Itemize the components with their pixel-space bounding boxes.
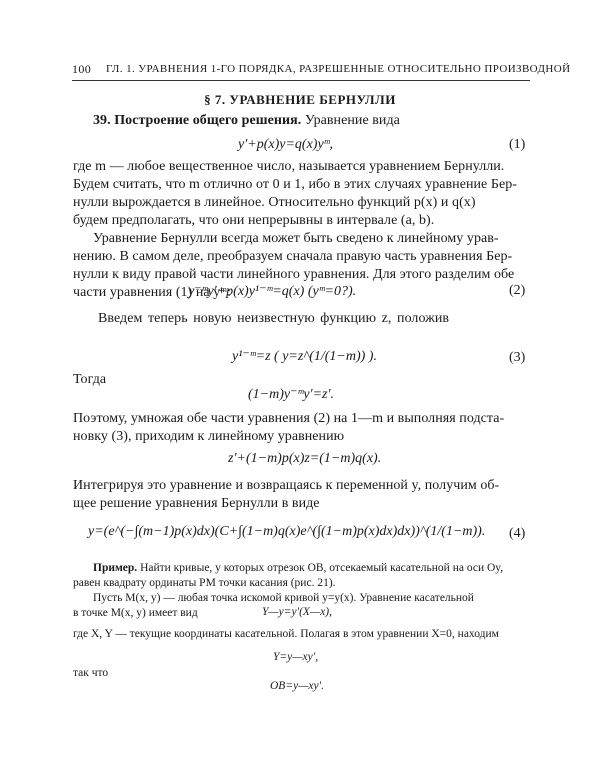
equation-4-text: y=(e^(−∫(m−1)p(x)dx)(C+∫(1−m)q(x)e^(∫(1−m)p(x)dx)dx))^(1/(1−m)). [88, 524, 486, 539]
subsection-heading: 39. Построение общего решения. [93, 113, 302, 128]
equation-2 [188, 283, 356, 300]
equation-1-number: (1) [509, 137, 526, 152]
example-line: Найти кривые, у которых отрезок OB, отсекаемый касательной на оси Oy, [140, 562, 504, 574]
para1-first-line [73, 113, 400, 129]
example-first-line [93, 562, 503, 574]
para6-line: щее решение уравнения Бернулли в виде [73, 496, 320, 511]
equation-3-number: (3) [509, 350, 526, 365]
equation-then-text: (1−m)y⁻ᵐy′=z′. [248, 387, 335, 402]
so-that-text: так что [73, 667, 109, 679]
example-heading: Пример. [93, 562, 138, 574]
equation-2-number: (2) [509, 283, 526, 298]
example-line: в точке M(x, y) имеет вид [73, 607, 198, 619]
equation-linear-text: z′+(1−m)p(x)z=(1−m)q(x). [228, 451, 382, 466]
para1-line: Будем считать, что m отлично от 0 и 1, ибо в этих случаях уравнение Бер- [73, 177, 517, 192]
equation-3 [232, 348, 377, 365]
example-line: где X, Y — текущие координаты касательной. Полагая в этом уравнении X=0, находим [73, 628, 499, 640]
para1-line: где m — любое вещественное число, называется уравнением Бернулли. [73, 159, 505, 174]
para1-line: будем предполагать, что они непрерывны в интервале (a, b). [73, 213, 435, 228]
equation-4 [88, 524, 485, 540]
running-header [72, 62, 571, 78]
equation-4-number: (4) [509, 526, 526, 541]
section-title: § 7. УРАВНЕНИЕ БЕРНУЛЛИ [204, 92, 396, 107]
word-then: Тогда [73, 372, 107, 387]
example-line: равен квадрату ординаты PM точки касания (рис. 21). [73, 577, 336, 589]
para5-line: Поэтому, умножая обе части уравнения (2) на 1—m и выполняя подста- [73, 411, 505, 426]
para5-line: новку (3), приходим к линейному уравнению [73, 429, 345, 444]
para2-line: Уравнение Бернулли всегда может быть сведено к линейному урав- [93, 231, 499, 246]
para2-line: нению. В самом деле, преобразуем сначала правую часть уравнения Бер- [73, 249, 513, 264]
equation-1-text: y′+p(x)y=q(x)yᵐ, [238, 137, 334, 152]
para6-line: Интегрируя это уравнение и возвращаясь к переменной y, получим об- [73, 478, 500, 493]
equation-linear [228, 451, 381, 467]
equation-Y: Y=y—xy′, [273, 651, 319, 663]
header-rule [72, 80, 530, 81]
intro-new-variable: Введем теперь новую неизвестную функцию z, положив [98, 311, 450, 326]
tangent-equation: Y—y=y′(X—x), [262, 606, 332, 618]
equation-then [248, 386, 334, 403]
running-title: ГЛ. 1. УРАВНЕНИЯ 1-ГО ПОРЯДКА, РАЗРЕШЕННЫЕ ОТНОСИТЕЛЬНО ПРОИЗВОДНОЙ [106, 63, 571, 75]
equation-3-text: y¹⁻ᵐ=z ( y=z^(1/(1−m)) ). [232, 349, 377, 364]
para1-line: нулли вырождается в линейное. Относительно функций p(x) и q(x) [73, 195, 476, 210]
para2-line: части уравнения (1) на yᵐ: [73, 285, 232, 300]
equation-OB: OB=y—xy′. [270, 680, 325, 692]
equation-2-text: y⁻ᵐy′+p(x)y¹⁻ᵐ=q(x) (yᵐ=0?). [188, 284, 357, 299]
para1-intro: Уравнение вида [304, 113, 400, 128]
para2-line: нулли к виду правой части линейного уравнения. Для этого разделим обе [73, 267, 515, 282]
page-number: 100 [72, 62, 92, 76]
equation-1 [238, 137, 333, 153]
example-line: Пусть M(x, y) — любая точка искомой кривой y=y(x). Уравнение касательной [93, 592, 474, 604]
